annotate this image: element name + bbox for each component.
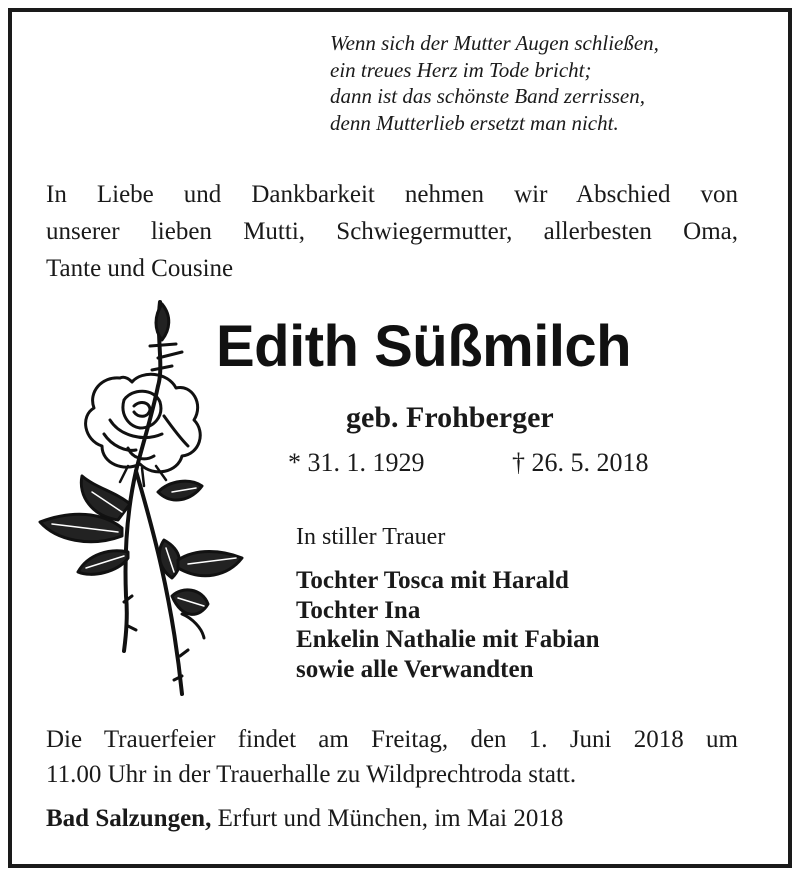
intro-line: In Liebe und Dankbarkeit nehmen wir Abschied von [46, 181, 738, 208]
poem [330, 30, 770, 136]
place-rest: Erfurt und München, im Mai 2018 [211, 805, 564, 832]
birth-date: * 31. 1. 1929 [288, 448, 425, 477]
birth-name: geb. Frohberger [346, 401, 554, 434]
place-name: Bad Salzungen, [46, 805, 212, 832]
poem-line: Wenn sich der Mutter Augen schließen, [330, 31, 659, 55]
service-line: Die Trauerfeier findet am Freitag, den 1. Juni 2018 um [46, 726, 738, 753]
mourning-heading: In stiller Trauer [296, 524, 446, 550]
intro-line: Tante und Cousine [46, 255, 234, 282]
service-line: 11.00 Uhr in der Trauerhalle zu Wildprechtroda statt. [46, 761, 577, 788]
mourner: sowie alle Verwandten [296, 655, 534, 683]
poem-line: dann ist das schönste Band zerrissen, [330, 84, 645, 108]
service-info [46, 722, 738, 792]
mourners-list [296, 566, 600, 684]
mourner: Tochter Ina [296, 596, 421, 624]
intro-line: unserer lieben Mutti, Schwiegermutter, allerbesten Oma, [46, 218, 738, 245]
deceased-name: Edith Süßmilch [216, 314, 632, 379]
mourner: Enkelin Nathalie mit Fabian [296, 626, 600, 653]
mourner: Tochter Tosca mit Harald [296, 567, 569, 594]
poem-line: ein treues Herz im Tode bricht; [330, 57, 592, 82]
death-date: † 26. 5. 2018 [512, 448, 649, 477]
intro-text [46, 176, 738, 287]
place-and-date [46, 805, 563, 833]
poem-line: denn Mutterlieb ersetzt man nicht. [330, 110, 619, 135]
